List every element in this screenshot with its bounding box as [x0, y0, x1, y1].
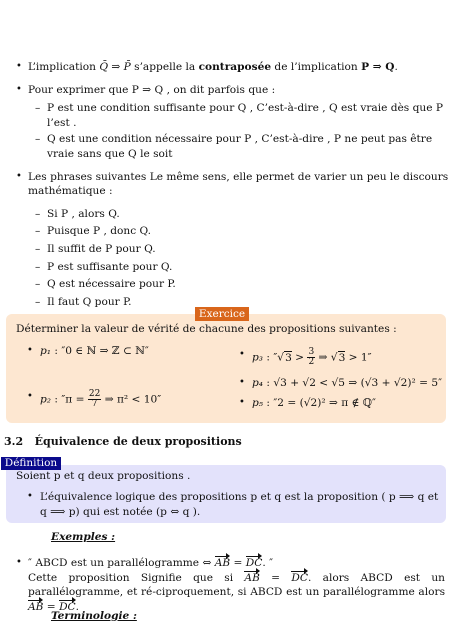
prop-label: p₅	[252, 397, 264, 409]
proposition-p3: • p₃ : ″√3 > $\frac{3}{2}$ ⇒ √3 > 1″	[239, 347, 372, 367]
bullet-icon: •	[27, 491, 33, 502]
prop-text: >	[291, 351, 308, 364]
text: P est une condition suffisante pour Q , C’est-à-dire , Q est vraie dès que P l’est .	[47, 102, 443, 129]
proposition-p5	[239, 396, 376, 411]
prop-text: ⇒	[315, 351, 331, 364]
text: Les phrases suivantes Le même sens, elle permet de varier un peu le discours mathématique :	[28, 170, 449, 198]
text: Puisque P , donc Q.	[47, 225, 152, 238]
text: Q est une condition nécessaire pour P , C’est-à-dire , P ne peut pas être vraie sans que Q le soit	[47, 133, 433, 161]
dash-icon: –	[35, 260, 41, 273]
text: Il suffit de P pour Q.	[47, 243, 156, 256]
definition-item	[27, 490, 440, 519]
prop-label: p₄	[252, 377, 264, 389]
dash-icon: –	[35, 102, 41, 115]
bullet-icon: •	[239, 377, 245, 388]
section-heading	[4, 434, 242, 449]
fraction	[88, 390, 101, 409]
definition-box	[6, 465, 446, 523]
text: Si P , alors Q.	[47, 207, 120, 220]
exercise-tag: Exercice	[195, 307, 249, 321]
bullet-icon: •	[239, 349, 245, 360]
text: de l’implication	[271, 61, 362, 73]
sqrt-arg: 3	[285, 351, 292, 364]
sublist-item	[0, 242, 453, 257]
denominator: 7	[91, 399, 98, 409]
section-implication	[0, 60, 453, 318]
text: =	[230, 557, 246, 569]
fraction	[307, 348, 315, 367]
text: . alors ABCD est un parallélogramme, et ré-ciproquement, si ABCD est un parallélogramme alors	[28, 571, 445, 599]
sublist-conditions	[28, 101, 453, 161]
prop-text: : ″2 = (√2)² ⇒ π ∉ ℚ″	[263, 397, 376, 409]
list-item-phrases	[0, 170, 453, 310]
prop-text: : ″0 ∈ ℕ ⇒ ℤ ⊂ ℕ″	[51, 345, 149, 357]
bullet-icon: •	[239, 397, 245, 408]
exercise-box	[6, 314, 446, 423]
proposition-p4	[239, 376, 443, 391]
vector-dc: DC	[245, 557, 263, 569]
sublist-item	[0, 101, 453, 130]
definition-tag: Définition	[1, 457, 61, 470]
examples-heading: Exemples :	[51, 531, 116, 543]
formula-implication: P ⇒ Q	[361, 61, 395, 73]
prop-text: : √3 + √2 < √5 ⇒ (√3 + √2)² = 5″	[263, 377, 443, 389]
text: s’appelle la	[130, 61, 199, 73]
prop-label: p₃	[252, 351, 264, 364]
text: Il faut Q pour P.	[47, 295, 132, 308]
numerator: 3	[308, 347, 315, 357]
bullet-icon: •	[16, 557, 22, 568]
exercise-intro: Déterminer la valeur de vérité de chacune des propositions suivantes :	[16, 323, 397, 335]
vector-ab: AB	[28, 600, 44, 613]
vector-ab: AB	[214, 557, 231, 569]
text: .	[75, 600, 80, 613]
definition-text: L’équivalence logique des propositions p et q est la proposition ( p ⟹ q et q ⟹ p) qui est notée (p ⇔ q ).	[40, 491, 439, 518]
text: ″ ABCD est un parallélogramme ⇔	[28, 557, 215, 569]
formula-contraposee: Q̄ ⇒ P̄	[99, 61, 131, 73]
term-contraposee: contraposée	[198, 61, 272, 73]
dash-icon: –	[35, 207, 41, 220]
proposition-p2	[27, 389, 162, 409]
sublist-item	[0, 207, 453, 222]
proposition-p1	[27, 344, 149, 359]
dash-icon: –	[35, 278, 41, 291]
text: Cette proposition Signifie que si	[28, 571, 245, 584]
dash-icon: –	[35, 225, 41, 238]
sqrt-arg: 3	[338, 351, 346, 364]
terminology-heading: Terminologie :	[51, 610, 137, 622]
bullet-icon: •	[16, 170, 22, 182]
bullet-icon: •	[27, 345, 33, 356]
text: P est suffisante pour Q.	[47, 260, 173, 273]
list-item-exprimer	[0, 83, 453, 162]
prop-label: p₂	[40, 393, 52, 406]
text: Pour exprimer que P ⇒ Q , on dit parfois que :	[28, 83, 276, 96]
bullet-icon: •	[16, 61, 22, 72]
list-item-contraposee	[0, 60, 453, 75]
bullet-icon: •	[27, 391, 33, 402]
numerator: 22	[88, 389, 101, 399]
vector-dc: DC	[291, 571, 308, 584]
definition-intro: Soient p et q deux propositions .	[16, 470, 191, 482]
text: L’implication	[28, 61, 100, 73]
section-number: 3.2	[4, 435, 24, 448]
sublist-item	[0, 277, 453, 292]
text: .	[394, 61, 398, 73]
prop-text: ⇒ π² < 10″	[101, 393, 162, 406]
text: =	[259, 571, 292, 584]
dash-icon: –	[35, 295, 41, 308]
section-title: Équivalence de deux propositions	[34, 435, 242, 448]
prop-text: > 1″	[345, 351, 372, 364]
prop-label: p₁	[40, 345, 52, 357]
sublist-item	[0, 224, 453, 239]
dash-icon: –	[35, 243, 41, 256]
text: Q est nécessaire pour P.	[47, 278, 176, 291]
vector-dc: DC	[59, 600, 76, 613]
vector-ab: AB	[244, 571, 260, 584]
sublist-item	[0, 132, 453, 161]
sublist-phrases	[28, 207, 453, 310]
bullet-icon: •	[16, 83, 22, 95]
sublist-item	[0, 260, 453, 275]
text: . ″	[262, 557, 274, 569]
denominator: 2	[308, 357, 315, 367]
prop-text: : ″π =	[51, 393, 88, 406]
dash-icon: –	[35, 133, 41, 146]
list-item-parallelogramme	[0, 556, 453, 614]
prop-text: : ″	[263, 351, 278, 364]
text: =	[43, 600, 60, 613]
examples-list	[0, 556, 453, 614]
